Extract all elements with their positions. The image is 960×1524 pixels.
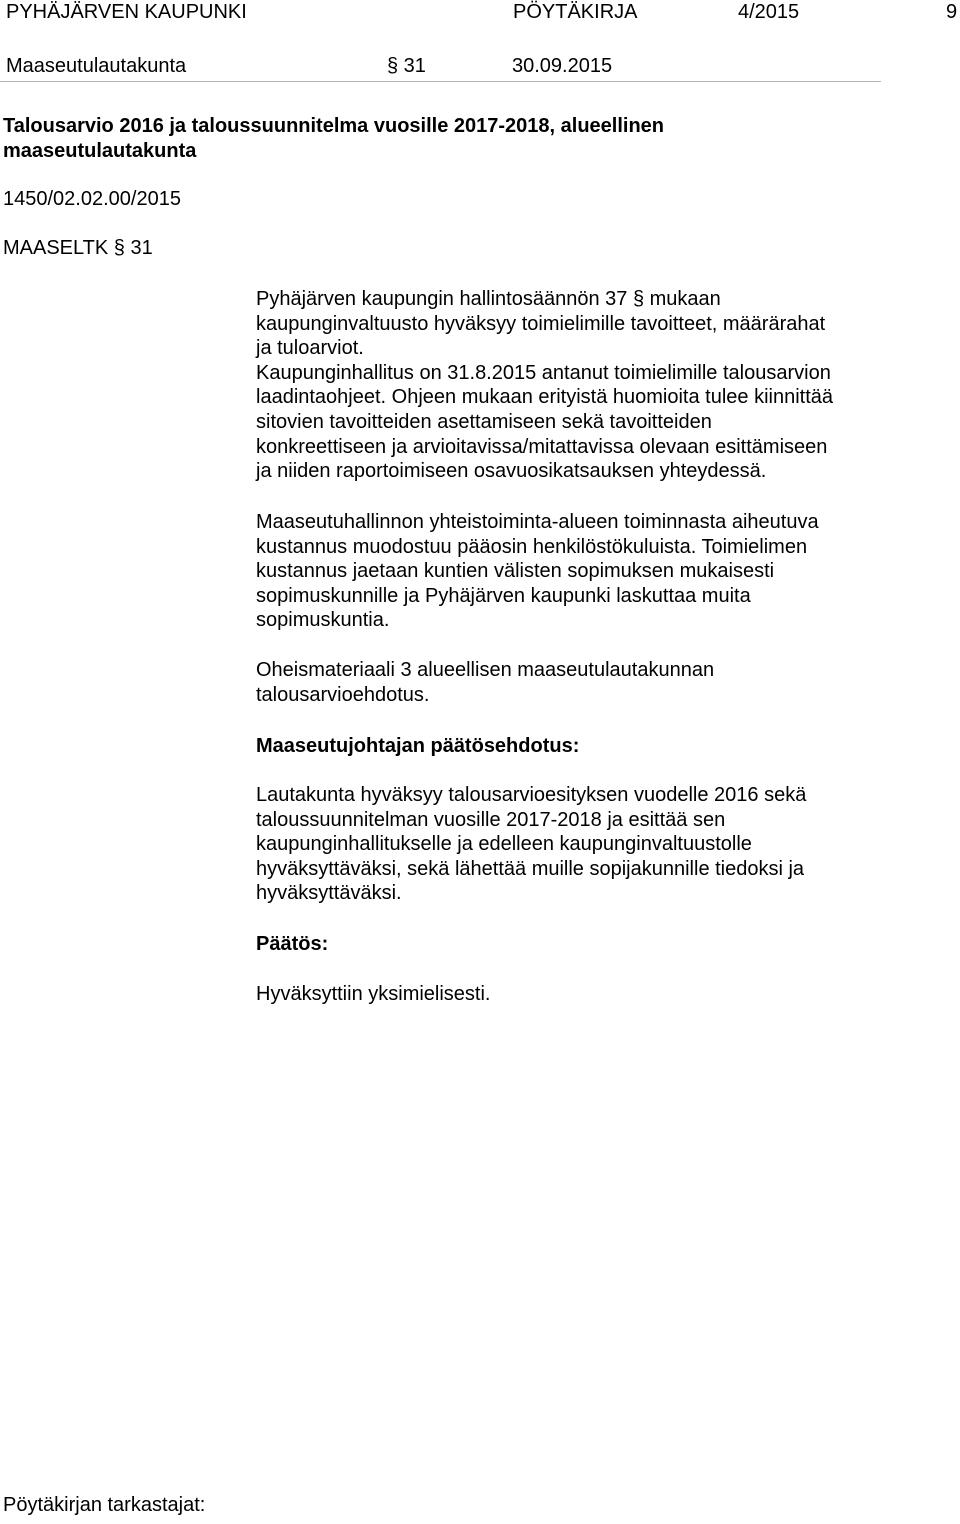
paragraph-cost xyxy=(256,510,896,633)
meeting-date: 30.09.2015 xyxy=(512,55,613,77)
item-title-line: Talousarvio 2016 ja taloussuunnitelma vuosille 2017-2018, alueellinen xyxy=(3,115,665,137)
decision-heading: Päätös: xyxy=(256,933,329,955)
proposal-heading: Maaseutujohtajan päätösehdotus: xyxy=(256,735,580,757)
text-line: kustannus muodostuu pääosin henkilöstökuluista. Toimielimen xyxy=(256,535,808,558)
text-line: sopimuskuntia. xyxy=(256,609,390,632)
text-line: Kaupunginhallitus on 31.8.2015 antanut toimielimille talousarvion xyxy=(256,361,831,384)
paragraph-background xyxy=(256,287,896,484)
meeting-body: Maaseutulautakunta xyxy=(6,55,187,77)
paragraph-attachment xyxy=(256,658,896,707)
document-type: PÖYTÄKIRJA xyxy=(513,1,638,23)
section-reference: MAASELTK § 31 xyxy=(3,237,153,259)
text-line: taloussuunnitelman vuosille 2017-2018 ja esittää sen xyxy=(256,808,726,831)
text-line: kustannus jaetaan kuntien välisten sopimuksen mukaisesti xyxy=(256,560,775,583)
text-line: Pyhäjärven kaupungin hallintosäännön 37 § mukaan xyxy=(256,288,721,310)
text-line: hyväksyttäväksi, sekä lähettää muille sopijakunnille tiedoksi ja xyxy=(256,857,805,880)
text-line: talousarvioehdotus. xyxy=(256,683,430,706)
document-number: 4/2015 xyxy=(738,1,800,23)
text-line: konkreettiseen ja arvioitavissa/mitattavissa olevaan esittämiseen xyxy=(256,435,828,458)
item-title-line: maaseutulautakunta xyxy=(3,140,197,162)
text-line: Lautakunta hyväksyy talousarvioesityksen vuodelle 2016 sekä xyxy=(256,784,807,806)
text-line: hyväksyttäväksi. xyxy=(256,882,402,905)
text-line: Maaseutuhallinnon yhteistoiminta-alueen toiminnasta aiheutuva xyxy=(256,511,819,533)
text-line: sitovien tavoitteiden asettamiseen sekä tavoitteiden xyxy=(256,410,712,433)
text-line: ja tuloarviot. xyxy=(256,337,364,360)
text-line: sopimuskunnille ja Pyhäjärven kaupunki laskuttaa muita xyxy=(256,584,751,607)
decision-text: Hyväksyttiin yksimielisesti. xyxy=(256,983,491,1005)
section-number: § 31 xyxy=(387,55,426,77)
reviewers-label: Pöytäkirjan tarkastajat: xyxy=(3,1494,206,1516)
record-number: 1450/02.02.00/2015 xyxy=(3,188,181,210)
organization-name: PYHÄJÄRVEN KAUPUNKI xyxy=(6,1,247,23)
text-line: laadintaohjeet. Ohjeen mukaan erityistä huomioita tulee kiinnittää xyxy=(256,386,834,409)
header-divider xyxy=(0,81,881,82)
paragraph-proposal xyxy=(256,783,896,906)
text-line: ja niiden raportoimiseen osavuosikatsauksen yhteydessä. xyxy=(256,460,767,483)
text-line: Oheismateriaali 3 alueellisen maaseutulautakunnan xyxy=(256,659,715,681)
text-line: kaupunginhallitukselle ja edelleen kaupunginvaltuustolle xyxy=(256,833,752,856)
item-title xyxy=(3,114,664,164)
text-line: kaupunginvaltuusto hyväksyy toimielimille tavoitteet, määrärahat xyxy=(256,312,826,335)
page-number: 9 xyxy=(946,1,958,23)
